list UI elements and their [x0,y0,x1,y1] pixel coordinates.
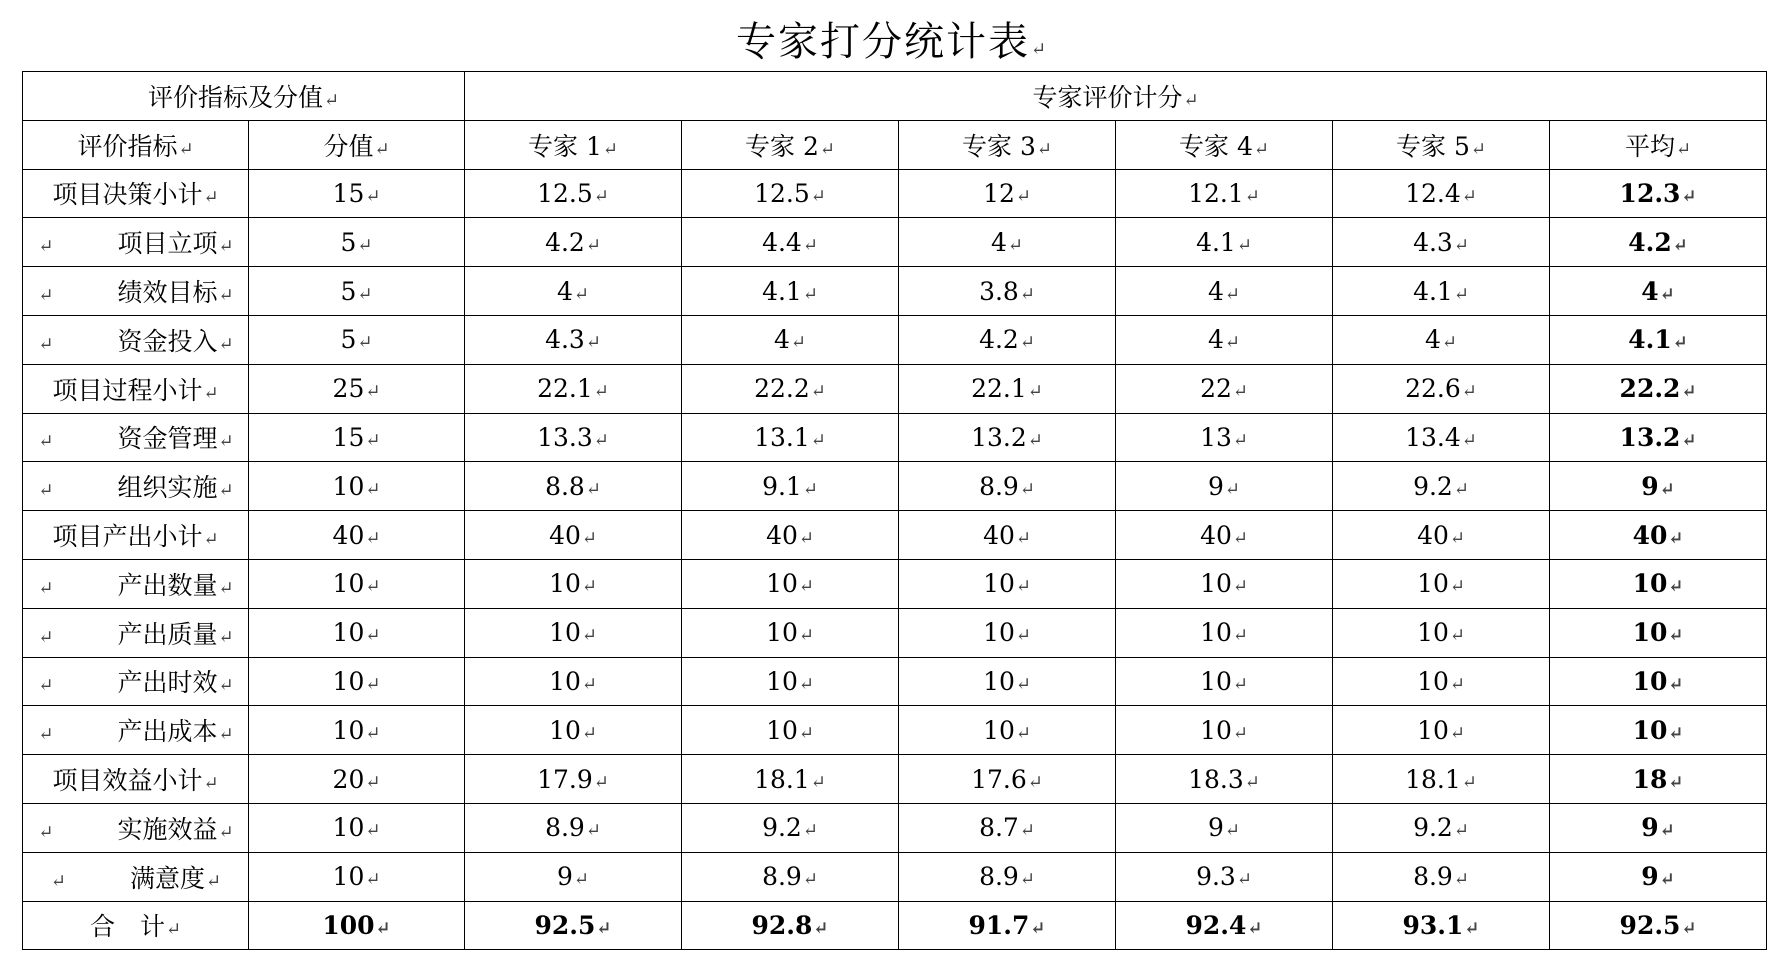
sub-indicator-label: ↵ 资金投入↵ [23,315,249,364]
sub-indicator-label: ↵ 满意度↵ [23,852,249,901]
header-experts-group: 专家评价计分↵ [465,72,1767,121]
table-cell: 10↵ [682,706,899,755]
table-cell: 10↵ [1550,706,1767,755]
table-row [23,559,1767,608]
table-cell: 10↵ [1116,706,1333,755]
table-cell: 4↵ [682,315,899,364]
total-cell: 92.8↵ [682,901,899,950]
table-cell: 4↵ [465,267,682,316]
table-cell: 10↵ [249,559,465,608]
table-cell: 18.3↵ [1116,755,1333,804]
table-cell: 5↵ [249,218,465,267]
total-cell: 93.1↵ [1333,901,1550,950]
table-cell: 9↵ [465,852,682,901]
table-cell: 8.8↵ [465,462,682,511]
table-row [23,657,1767,706]
sub-indicator-label: ↵ 实施效益↵ [23,803,249,852]
sub-indicator-label: ↵ 产出数量↵ [23,559,249,608]
table-cell: 17.6↵ [899,755,1116,804]
table-cell: 25↵ [249,364,465,413]
table-cell: 10↵ [1116,657,1333,706]
table-cell: 10↵ [465,608,682,657]
table-cell: 40↵ [465,511,682,560]
table-cell: 40↵ [249,511,465,560]
table-cell: 4↵ [1550,267,1767,316]
table-cell: 12.4↵ [1333,169,1550,218]
table-row [23,218,1767,267]
table-cell: 22.2↵ [1550,364,1767,413]
table-row [23,511,1767,560]
table-cell: 8.9↵ [899,852,1116,901]
table-row [23,706,1767,755]
total-cell: 91.7↵ [899,901,1116,950]
table-cell: 9.1↵ [682,462,899,511]
table-cell: 4.1↵ [1333,267,1550,316]
table-cell: 10↵ [249,462,465,511]
table-cell: 12.3↵ [1550,169,1767,218]
table-row [23,608,1767,657]
sub-indicator-label: ↵ 绩效目标↵ [23,267,249,316]
column-header: 专家 1↵ [465,120,682,169]
column-header: 专家 4↵ [1116,120,1333,169]
table-cell: 10↵ [682,657,899,706]
table-cell: 5↵ [249,267,465,316]
table-cell: 8.9↵ [899,462,1116,511]
table-cell: 13.2↵ [1550,413,1767,462]
column-header: 专家 2↵ [682,120,899,169]
table-cell: 12↵ [899,169,1116,218]
table-cell: 10↵ [899,608,1116,657]
table-cell: 9.2↵ [1333,462,1550,511]
table-cell: 40↵ [682,511,899,560]
column-header: 专家 5↵ [1333,120,1550,169]
table-cell: 10↵ [1116,608,1333,657]
table-cell: 3.8↵ [899,267,1116,316]
table-cell: 8.7↵ [899,803,1116,852]
column-header: 平均↵ [1550,120,1767,169]
table-cell: 10↵ [1333,706,1550,755]
table-cell: 18.1↵ [682,755,899,804]
table-body [23,72,1767,950]
table-cell: 10↵ [249,803,465,852]
total-row [23,901,1767,950]
table-cell: 9.3↵ [1116,852,1333,901]
sub-indicator-label: ↵ 产出时效↵ [23,657,249,706]
table-cell: 18.1↵ [1333,755,1550,804]
table-cell: 10↵ [1333,559,1550,608]
header-indicators-group: 评价指标及分值↵ [23,72,465,121]
table-cell: 4↵ [1116,315,1333,364]
table-row [23,462,1767,511]
table-cell: 10↵ [899,706,1116,755]
total-label: 合 计↵ [23,901,249,950]
table-cell: 5↵ [249,315,465,364]
table-cell: 17.9↵ [465,755,682,804]
table-cell: 10↵ [1333,608,1550,657]
table-cell: 13.2↵ [899,413,1116,462]
document-title [0,14,1784,78]
column-header: 专家 3↵ [899,120,1116,169]
table-cell: 10↵ [465,706,682,755]
table-cell: 22.1↵ [899,364,1116,413]
table-cell: 4.1↵ [682,267,899,316]
table-cell: 40↵ [1333,511,1550,560]
table-cell: 22.2↵ [682,364,899,413]
table-cell: 4.3↵ [1333,218,1550,267]
table-cell: 12.5↵ [465,169,682,218]
table-cell: 9↵ [1550,462,1767,511]
table-cell: 9.2↵ [682,803,899,852]
sub-indicator-label: ↵ 项目立项↵ [23,218,249,267]
score-table [22,71,1767,950]
table-row [23,267,1767,316]
table-cell: 10↵ [1333,657,1550,706]
table-row [23,852,1767,901]
sub-indicator-label: ↵ 资金管理↵ [23,413,249,462]
table-row [23,755,1767,804]
table-cell: 10↵ [899,657,1116,706]
table-cell: 10↵ [1550,608,1767,657]
table-cell: 12.5↵ [682,169,899,218]
table-cell: 10↵ [1550,559,1767,608]
header-group-row [23,72,1767,121]
table-cell: 15↵ [249,169,465,218]
table-cell: 10↵ [249,852,465,901]
table-row [23,169,1767,218]
table-cell: 10↵ [899,559,1116,608]
table-cell: 9↵ [1550,803,1767,852]
table-row [23,315,1767,364]
table-cell: 22.6↵ [1333,364,1550,413]
total-cell: 92.5↵ [1550,901,1767,950]
table-cell: 10↵ [249,657,465,706]
subtotal-label: 项目效益小计↵ [23,755,249,804]
total-cell: 92.4↵ [1116,901,1333,950]
table-cell: 4↵ [1333,315,1550,364]
sub-indicator-label: ↵ 产出成本↵ [23,706,249,755]
table-cell: 22.1↵ [465,364,682,413]
table-cell: 10↵ [682,559,899,608]
table-cell: 4.2↵ [899,315,1116,364]
table-cell: 12.1↵ [1116,169,1333,218]
column-header: 分值↵ [249,120,465,169]
table-cell: 10↵ [465,559,682,608]
table-cell: 8.9↵ [1333,852,1550,901]
table-cell: 40↵ [899,511,1116,560]
table-row [23,413,1767,462]
column-header: 评价指标↵ [23,120,249,169]
table-cell: 9.2↵ [1333,803,1550,852]
table-cell: 13.3↵ [465,413,682,462]
table-cell: 8.9↵ [465,803,682,852]
table-cell: 4↵ [899,218,1116,267]
table-cell: 9↵ [1550,852,1767,901]
table-cell: 4.4↵ [682,218,899,267]
table-cell: 4↵ [1116,267,1333,316]
total-cell: 92.5↵ [465,901,682,950]
title-text: 专家打分统计表 [735,19,1030,65]
sub-indicator-label: ↵ 产出质量↵ [23,608,249,657]
total-cell: 100↵ [249,901,465,950]
paragraph-mark: ↵ [1030,39,1049,60]
table-cell: 4.3↵ [465,315,682,364]
table-cell: 10↵ [249,706,465,755]
table-cell: 4.1↵ [1116,218,1333,267]
table-cell: 8.9↵ [682,852,899,901]
table-cell: 10↵ [1550,657,1767,706]
table-cell: 13.1↵ [682,413,899,462]
table-cell: 10↵ [249,608,465,657]
table-cell: 40↵ [1116,511,1333,560]
table-cell: 10↵ [682,608,899,657]
table-cell: 10↵ [465,657,682,706]
sub-indicator-label: ↵ 组织实施↵ [23,462,249,511]
table-cell: 4.2↵ [465,218,682,267]
table-cell: 4.1↵ [1550,315,1767,364]
table-cell: 22↵ [1116,364,1333,413]
table-cell: 15↵ [249,413,465,462]
table-row [23,364,1767,413]
header-column-row [23,120,1767,169]
subtotal-label: 项目决策小计↵ [23,169,249,218]
subtotal-label: 项目产出小计↵ [23,511,249,560]
table-cell: 13.4↵ [1333,413,1550,462]
table-cell: 20↵ [249,755,465,804]
table-cell: 18↵ [1550,755,1767,804]
table-cell: 9↵ [1116,462,1333,511]
table-cell: 10↵ [1116,559,1333,608]
table-cell: 9↵ [1116,803,1333,852]
table-cell: 13↵ [1116,413,1333,462]
table-cell: 40↵ [1550,511,1767,560]
subtotal-label: 项目过程小计↵ [23,364,249,413]
table-row [23,803,1767,852]
table-cell: 4.2↵ [1550,218,1767,267]
